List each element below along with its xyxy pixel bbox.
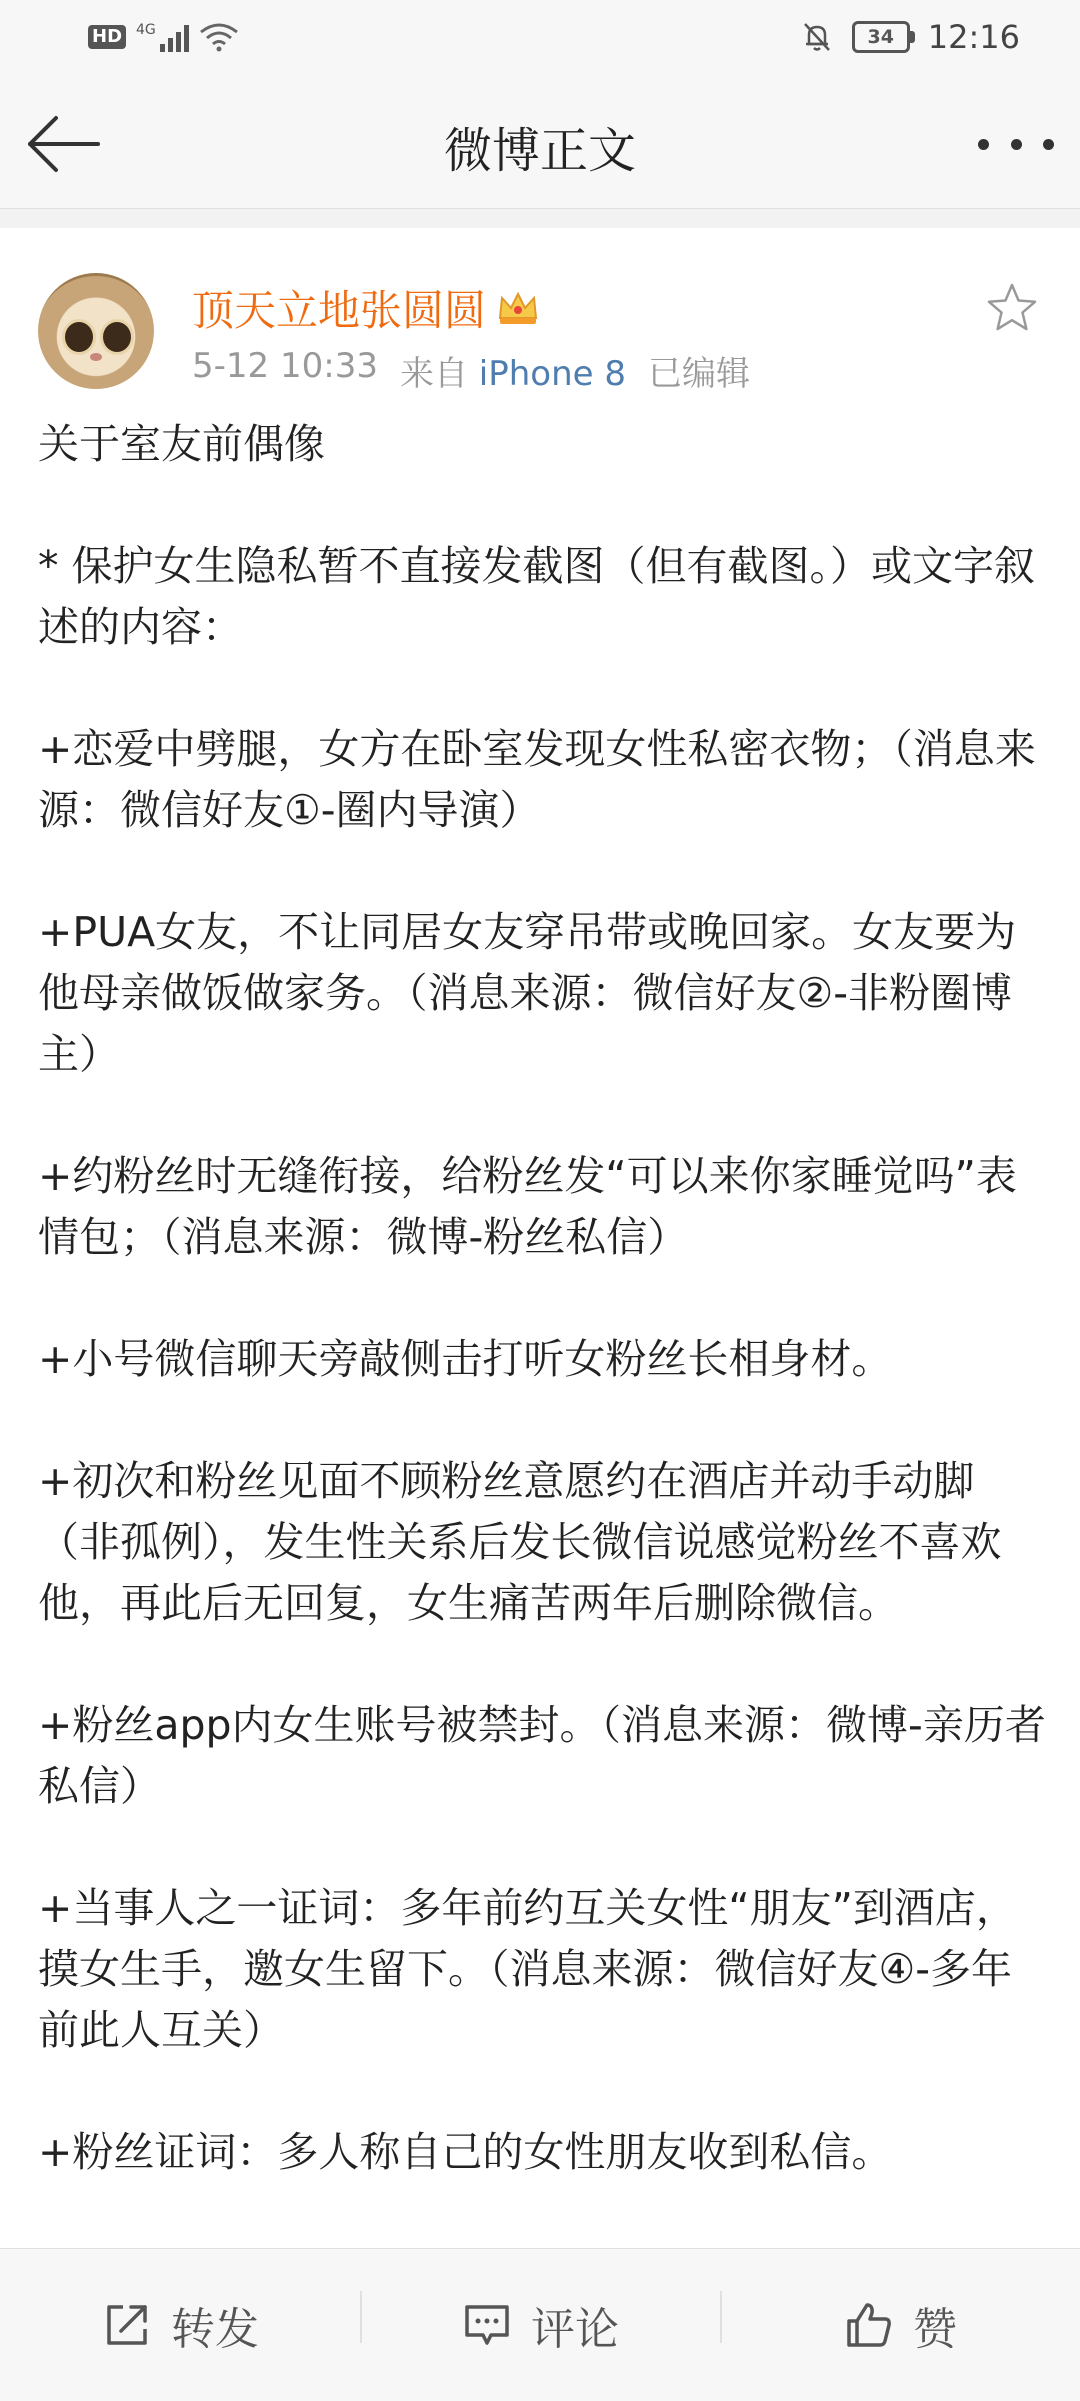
post-paragraph: +初次和粉丝见面不顾粉丝意愿约在酒店并动手动脚（非孤例），发生性关系后发长微信说感觉粉丝不喜欢他，再此后无回复，女生痛苦两年后删除微信。 [38,1457,1002,1627]
edited-label[interactable]: 已编辑 [648,354,750,394]
like-button[interactable] [720,2249,1080,2401]
post-paragraph: +粉丝app内女生账号被禁封。（消息来源：微博-亲历者私信） [38,1701,1046,1810]
mute-bell-icon [800,20,834,54]
like-label[interactable]: 赞 [913,2304,957,2355]
comment-label[interactable]: 评论 [531,2304,619,2355]
repost-icon [101,2299,153,2351]
status-bar [0,0,1080,78]
post-time: 5-12 10:33 [192,346,378,386]
wifi-icon [199,22,239,52]
post-meta [192,346,750,395]
post-paragraph: +PUA女友，不让同居女友穿吊带或晚回家。女友要为他母亲做饭做家务。（消息来源：微信好友②-非粉圈博主） [38,908,1017,1078]
battery-icon: 34 [852,21,910,53]
post-source [400,346,626,395]
page-title: 微博正文 [443,123,636,179]
post-paragraph: +小号微信聊天旁敲侧击打听女粉丝长相身材。 [38,1335,893,1383]
network-type: 4G [136,22,156,38]
comment-icon [461,2299,513,2351]
repost-button[interactable] [0,2249,360,2401]
post-paragraph: * 保护女生隐私暂不直接发截图（但有截图。）或文字叙述的内容： [38,542,1036,651]
repost-label[interactable]: 转发 [171,2304,259,2355]
nav-bar [0,78,1080,209]
post-card [0,228,1080,2248]
author-name[interactable] [192,278,540,338]
source-link[interactable]: iPhone 8 [478,354,626,394]
post-paragraph: +恋爱中劈腿，女方在卧室发现女性私密衣物；（消息来源：微信好友①-圈内导演） [38,725,1036,834]
post-body [38,414,1048,2244]
thumbs-up-icon [843,2299,895,2351]
crown-icon [496,288,540,328]
star-icon[interactable] [984,280,1040,336]
post-paragraph: 关于室友前偶像 [38,420,325,468]
hd-badge: HD [88,25,126,49]
comment-button[interactable] [360,2249,720,2401]
clock: 12:16 [927,18,1020,56]
post-paragraph: +约粉丝时无缝衔接，给粉丝发“可以来你家睡觉吗”表情包；（消息来源：微博-粉丝私信） [38,1152,1017,1261]
source-prefix: 来自 [399,354,468,394]
post-paragraph: +粉丝证词：多人称自己的女性朋友收到私信。 [38,2128,893,2176]
status-right [800,18,1020,56]
status-left [88,22,239,52]
author-name-text[interactable]: 顶天立地张圆圆 [192,286,487,335]
more-dots-icon[interactable] [978,120,1054,168]
post-paragraph: +当事人之一证词：多年前约互关女性“朋友”到酒店，摸女生手，邀女生留下。（消息来源：微信好友④-多年前此人互关） [38,1884,1017,2054]
bottom-toolbar [0,2248,1080,2401]
avatar[interactable] [38,273,154,389]
signal-icon [160,22,189,52]
